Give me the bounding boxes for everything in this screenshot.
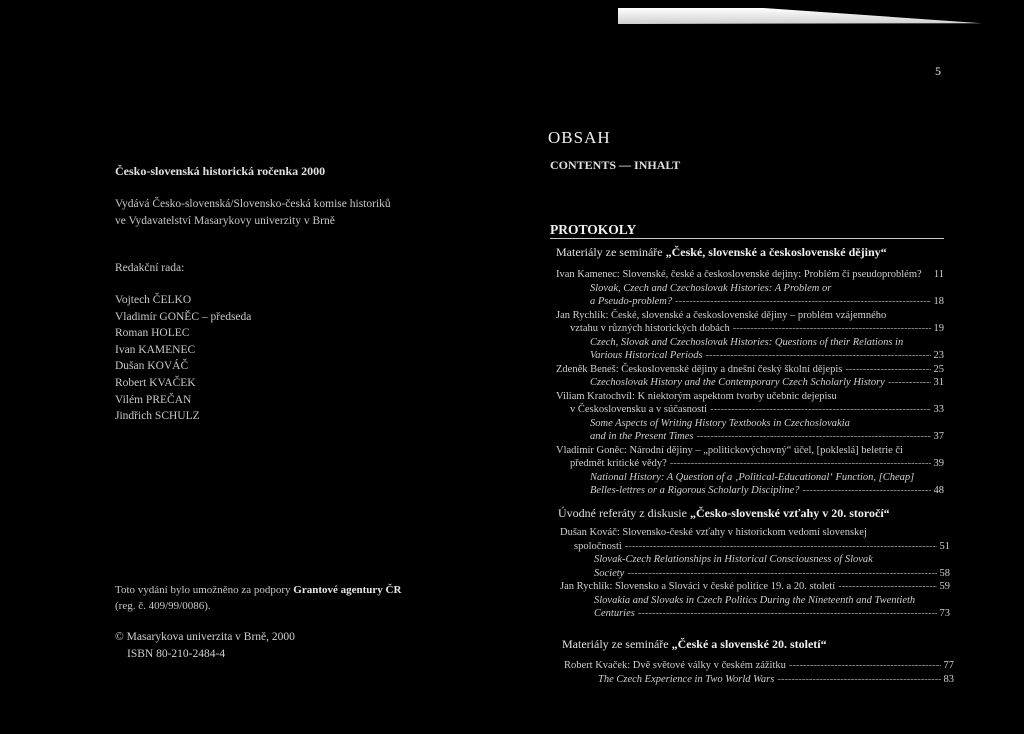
toc-page-number: 73 — [939, 608, 950, 619]
toc-entry-text: předmět kritické vědy? — [570, 458, 667, 469]
toc-leader-dots — [696, 430, 930, 444]
toc-entry-text: Slovakia and Slovaks in Czech Politics During the Nineteenth and Twentieth — [594, 594, 916, 606]
page-number: 5 — [935, 64, 941, 78]
board-member: Vojtech ČELKO — [115, 294, 192, 306]
toc-entry — [556, 282, 944, 296]
toc-entry — [556, 484, 944, 498]
toc-leader-dots — [625, 540, 937, 554]
toc-entry-text: Jan Rychlík: Slovensko a Slováci v české politice 19. a 20. století — [560, 581, 836, 592]
toc-entry-text: Slovak-Czech Relationships in Historical Consciousness of Slovak — [594, 554, 873, 565]
toc-page-number: 48 — [933, 485, 944, 496]
copyright-block — [115, 629, 295, 663]
toc-entry-text: spoločnosti — [574, 540, 622, 552]
toc-group-heading: Materiály ze semináře „České a slovenské 20. století“ — [562, 637, 827, 651]
toc-page-number: 58 — [939, 567, 950, 579]
toc-page-number: 19 — [933, 323, 944, 334]
toc-entry-text: a Pseudo-problem? — [590, 296, 673, 307]
toc-entry — [560, 553, 950, 567]
toc-entry — [556, 417, 944, 431]
toc-entry — [564, 673, 954, 687]
toc-entry — [556, 322, 944, 336]
toc-page-number: 77 — [943, 660, 954, 671]
toc-entry — [560, 580, 950, 594]
toc-entry-text: Jan Rychlík: České, slovenské a československé dějiny – problém vzájemného — [556, 309, 887, 321]
scan-edge-bar — [618, 8, 982, 24]
contents-heading: OBSAH — [548, 128, 611, 147]
toc-leader-dots — [627, 567, 936, 581]
toc-entry — [556, 430, 944, 444]
toc-leader-dots — [838, 580, 936, 594]
toc-leader-dots — [802, 484, 930, 498]
toc-entry-text: vztahu v různých historických dobách — [570, 323, 730, 334]
section-title: PROTOKOLY — [550, 222, 637, 237]
toc-entry — [556, 295, 944, 309]
toc-entry — [556, 444, 944, 458]
toc-entry-text: Vladimír Goněc: Národní dějiny – „politickovýchovný“ účel, [pokleslá] beletrie či — [556, 444, 903, 456]
section-rule — [550, 238, 944, 239]
toc-entry-text: Robert Kvaček: Dvě světové války v českém zážitku — [564, 660, 786, 671]
toc-entry-text: v Československu a v súčasnosti — [570, 404, 708, 415]
toc-page-number: 23 — [933, 350, 944, 361]
toc-entry — [560, 594, 950, 608]
toc-entry — [556, 268, 944, 282]
toc-entry — [556, 376, 944, 390]
board-member: Ivan KAMENEC — [115, 343, 196, 356]
toc-entry-text: Ivan Kamenec: Slovenské, české a československé dejiny: Problém či pseudoproblém? — [556, 269, 922, 280]
toc-entry-text: Viliam Kratochvíl: K niektorým aspektom tvorby učebnic dejepisu — [556, 390, 837, 402]
toc-entry — [560, 607, 950, 621]
toc-entry-text: Slovak, Czech and Czechoslovak Histories: A Problem or — [590, 282, 832, 294]
toc-leader-dots — [675, 295, 930, 309]
board-member: Jindřich SCHULZ — [115, 410, 200, 423]
toc-entry-text: Various Historical Periods — [590, 350, 703, 361]
toc-group-heading: Úvodné referáty z diskusie „Česko-slovenské vzťahy v 20. storočí“ — [558, 506, 890, 520]
isbn: ISBN 80-210-2484-4 — [127, 648, 226, 660]
publisher-line: ve Vydavatelství Masarykovy univerzity v Brně — [115, 215, 335, 227]
toc-entry — [556, 403, 944, 417]
board-label: Redakční rada: — [115, 262, 185, 274]
toc-page-number: 18 — [933, 296, 944, 307]
toc-entry-text: Society — [594, 567, 625, 579]
toc-entry-text: Belles-lettres or a Rigorous Scholarly Discipline? — [590, 485, 800, 496]
toc-entry-text: Centuries — [594, 608, 635, 619]
board-member: Vladimír GONĚC – předseda — [115, 310, 252, 323]
board-member: Dušan KOVÁČ — [115, 360, 189, 373]
toc-entry — [556, 471, 944, 485]
toc-page-number: 39 — [933, 458, 944, 469]
toc-entry — [556, 336, 944, 350]
toc-entry-text: and in the Present Times — [590, 431, 694, 442]
toc-entry — [556, 349, 944, 363]
toc-page-number: 11 — [933, 269, 944, 280]
toc-page-number: 25 — [933, 363, 944, 375]
toc-leader-dots — [845, 363, 930, 377]
grant-note — [115, 582, 401, 614]
toc-page-number: 59 — [939, 581, 950, 592]
toc-leader-dots — [888, 376, 931, 390]
toc-leader-dots — [670, 457, 931, 471]
toc-leader-dots — [638, 607, 937, 621]
publisher-info — [115, 196, 391, 230]
toc-entry — [560, 526, 950, 540]
toc-entry — [560, 540, 950, 554]
toc-entry-text: Czechoslovak History and the Contemporary Czech Scholarly History — [590, 377, 885, 388]
toc-page-number: 51 — [939, 540, 950, 552]
copyright: © Masarykova univerzita v Brně, 2000 — [115, 631, 295, 643]
grant-text: Toto vydání bylo umožněno za podpory — [115, 584, 294, 596]
board-member: Roman HOLEC — [115, 327, 190, 340]
grant-reg: (reg. č. 409/99/0086). — [115, 600, 211, 612]
publisher-line: Vydává Česko-slovenská/Slovensko-česká komise historiků — [115, 198, 391, 210]
toc-leader-dots — [710, 403, 930, 417]
toc-entry — [564, 659, 954, 673]
toc-entry-text: Czech, Slovak and Czechoslovak Histories: Questions of their Relations in — [590, 336, 904, 348]
toc-leader-dots — [733, 322, 931, 336]
toc-entry-text: National History: A Question of a ‚Political-Educational‘ Function, [Cheap] — [590, 471, 915, 483]
toc-page-number: 33 — [933, 404, 944, 415]
toc-entry — [556, 390, 944, 404]
toc-entry — [560, 567, 950, 581]
toc-entry — [556, 309, 944, 323]
board-member: Vilém PREČAN — [115, 393, 192, 406]
toc-entry-text: Some Aspects of Writing History Textbooks in Czechoslovakia — [590, 417, 850, 429]
grant-agency: Grantové agentury ČR — [293, 584, 402, 596]
yearbook-title: Česko-slovenská historická ročenka 2000 — [115, 164, 326, 178]
toc-group — [564, 659, 954, 686]
toc-entry — [556, 457, 944, 471]
toc-page-number: 31 — [933, 377, 944, 388]
toc-leader-dots — [706, 349, 931, 363]
toc-entry-text: Zdeněk Beneš: Československé dějiny a dnešní český školní dějepis — [556, 363, 843, 375]
board-member: Robert KVAČEK — [115, 376, 196, 389]
toc-group-heading: Materiály ze semináře „České, slovenské a československé dějiny“ — [556, 245, 887, 259]
toc-group — [556, 268, 944, 498]
toc-entry-text: Dušan Kováč: Slovensko-české vzťahy v historickom vedomí slovenskej — [560, 527, 867, 538]
toc-leader-dots — [777, 673, 940, 687]
toc-entry — [556, 363, 944, 377]
toc-page-number: 83 — [943, 673, 954, 685]
toc-page-number: 37 — [933, 431, 944, 442]
editorial-board-list — [115, 292, 251, 425]
toc-entry-text: The Czech Experience in Two World Wars — [598, 673, 775, 685]
contents-subheading: CONTENTS — INHALT — [550, 158, 681, 172]
toc-leader-dots — [789, 659, 941, 673]
toc-group — [560, 526, 950, 621]
